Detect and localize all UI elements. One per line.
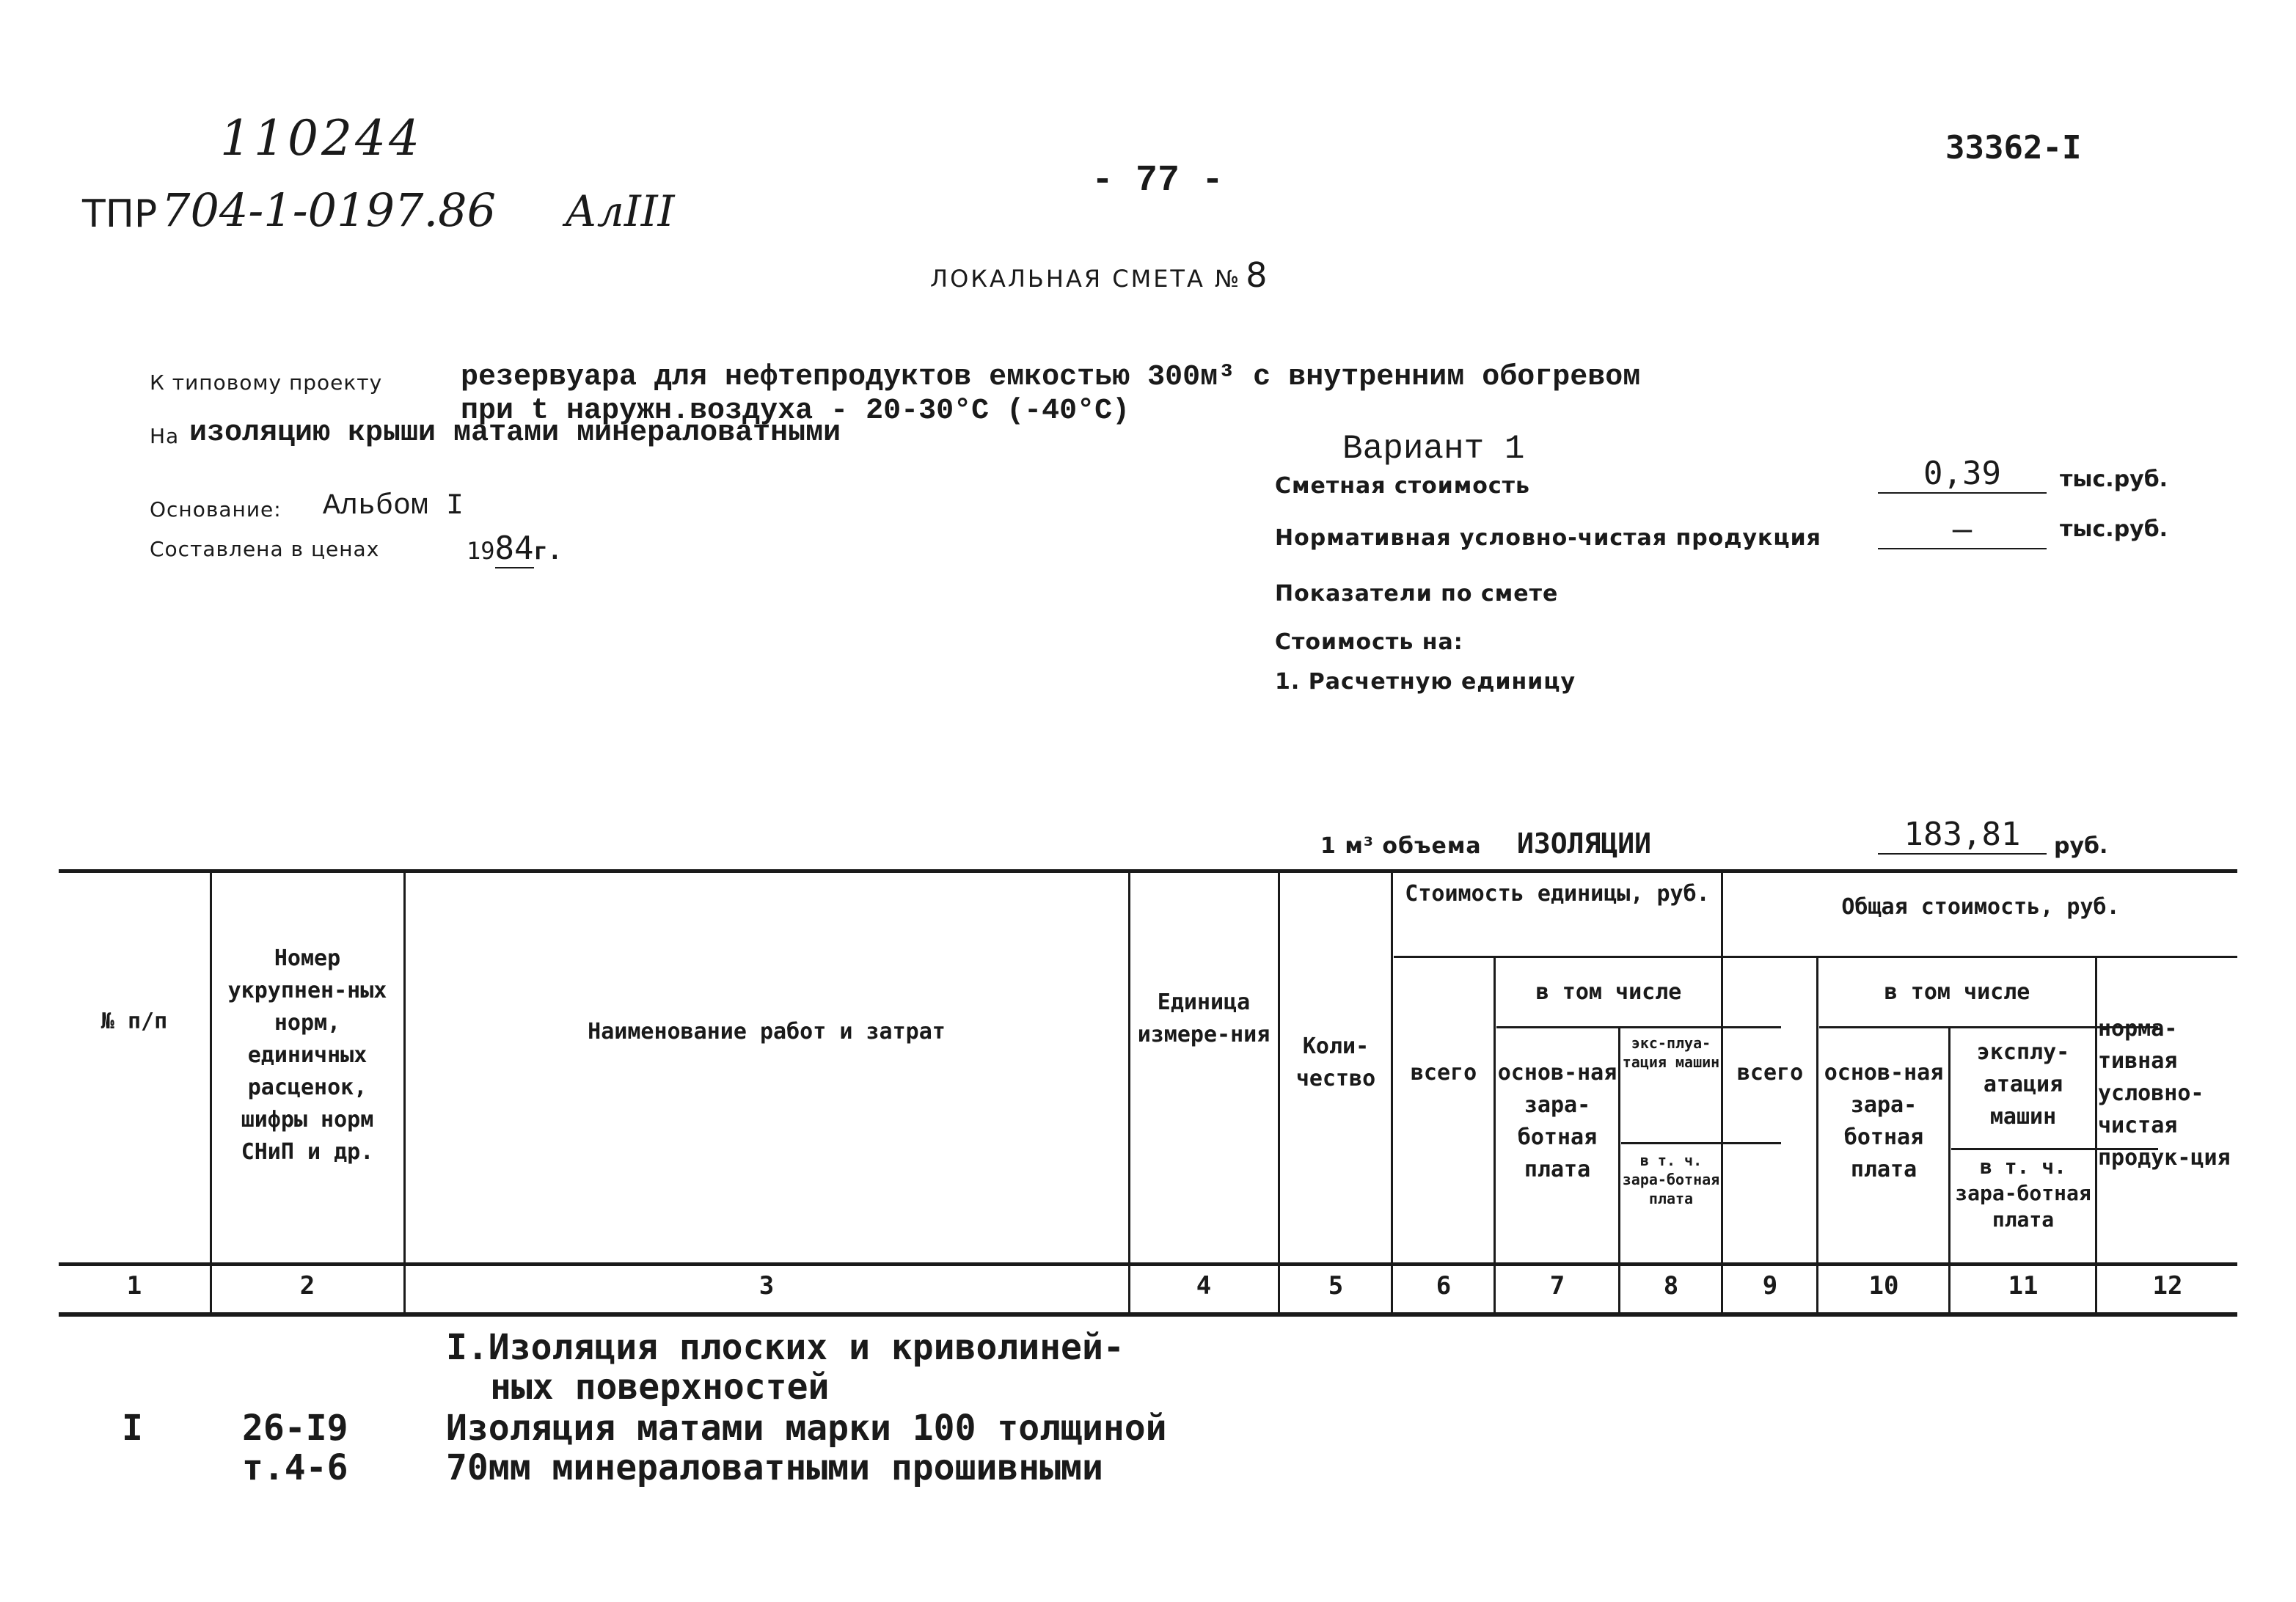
colnum-3: 3	[758, 1271, 775, 1301]
vline-11	[2095, 956, 2097, 1317]
indicators-label: Показатели по смете	[1275, 581, 1559, 607]
vline-9	[1816, 956, 1818, 1317]
header-machine-2-wage: в т. ч. зара-ботная плата	[1955, 1155, 2091, 1232]
header-machine-1: экс-плуа-тация машин	[1622, 1034, 1720, 1071]
header-total-cost: Общая стоимость, руб.	[1841, 894, 2120, 920]
prices-label: Составлена в ценах	[150, 537, 380, 561]
vline-7	[1618, 1026, 1620, 1317]
row1-code-line2: т.4-6	[242, 1447, 348, 1488]
row1-text	[446, 1408, 1167, 1488]
header-col5: Коли-чество	[1295, 1034, 1376, 1091]
tpr-number: 704-1-0197.86	[161, 183, 497, 237]
header-incl-1: в том числе	[1535, 979, 1682, 1005]
section-title-line1: I.Изоляция плоских и криволиней-	[446, 1327, 1125, 1368]
vline-5	[1391, 869, 1393, 1317]
document-title	[930, 255, 1268, 295]
prices-year-unit: г.	[533, 537, 563, 565]
header-col1: № п/п	[100, 1009, 168, 1034]
colnum-11: 11	[2008, 1271, 2039, 1301]
basis-value: Альбом I	[323, 490, 464, 523]
tpr-album: АлIII	[565, 186, 675, 236]
tpr-prefix: ТПР	[82, 192, 158, 236]
header-incl-2: в том числе	[1884, 979, 2030, 1005]
table-header-bottom	[59, 1262, 2237, 1266]
project-value-line2: при t наружн.воздуха - 20-30°С (-40°С)	[461, 395, 1130, 428]
basis-label: Основание:	[150, 497, 282, 522]
handwritten-number: 110244	[220, 110, 423, 167]
volume-prefix: 1 м³ объема	[1320, 833, 1482, 859]
row1-text-line1: Изоляция матами марки 100 толщиной	[446, 1408, 1167, 1449]
vline-4	[1278, 869, 1280, 1317]
prices-year-prefix: 19	[467, 537, 495, 565]
vline-6	[1494, 956, 1496, 1317]
header-wage-2: основ-ная зара-ботная плата	[1824, 1060, 1944, 1182]
vline-2	[403, 869, 406, 1317]
page-number: - 77 -	[1092, 160, 1224, 202]
header-unit-cost: Стоимость единицы, руб.	[1405, 881, 1710, 907]
variant-label: Вариант 1	[1342, 430, 1525, 468]
header-col4: Единица измере-ния	[1137, 990, 1271, 1047]
product-unit: тыс.руб.	[2060, 516, 2168, 542]
product-value: –	[1878, 511, 2047, 549]
header-machine-2: эксплу-атация машин	[1976, 1039, 2070, 1130]
cost-label: Сметная стоимость	[1275, 473, 1531, 499]
colnum-4: 4	[1196, 1271, 1212, 1301]
unit-label: 1. Расчетную единицу	[1275, 669, 1576, 695]
document-title-text: ЛОКАЛЬНАЯ СМЕТА №	[930, 265, 1242, 293]
work-value: изоляцию крыши матами минераловатными	[189, 417, 841, 450]
vline-3	[1128, 869, 1130, 1317]
project-label: К типовому проекту	[150, 370, 383, 395]
header-wage-1: основ-ная зара-ботная плата	[1497, 1060, 1617, 1182]
header-col2: Номер укрупнен-ных норм, единичных расценок, шифры норм СНиП и др.	[227, 946, 387, 1165]
colnum-7: 7	[1549, 1271, 1565, 1301]
header-col3: Наименование работ и затрат	[588, 1019, 946, 1045]
work-label: На	[150, 424, 180, 448]
project-value-line1: резервуара для нефтепродуктов емкостью 300м³ с внутренним обогревом	[461, 361, 1641, 394]
prices-year-suffix: 84	[494, 530, 534, 567]
vline-10	[1948, 1026, 1950, 1317]
table-colnum-bottom	[59, 1312, 2237, 1317]
volume-value: 183,81	[1878, 816, 2047, 855]
colnum-10: 10	[1868, 1271, 1899, 1301]
cost-for-label: Стоимость на:	[1275, 629, 1463, 655]
section-title-line2: ных поверхностей	[490, 1367, 830, 1408]
document-code: 33362-I	[1945, 129, 2082, 167]
row1-code	[242, 1408, 348, 1488]
colnum-2: 2	[299, 1271, 315, 1301]
header-total-2: всего	[1736, 1060, 1804, 1086]
colnum-8: 8	[1663, 1271, 1679, 1301]
table-header-divider-4	[1621, 1142, 1781, 1144]
table-top-border	[59, 869, 2237, 873]
row1-number: I	[122, 1408, 143, 1449]
colnum-1: 1	[126, 1271, 142, 1301]
table-header-divider-1	[1394, 956, 2237, 958]
document-title-number: 8	[1246, 255, 1268, 295]
volume-name: ИЗОЛЯЦИИ	[1517, 827, 1652, 860]
cost-value: 0,39	[1878, 455, 2047, 494]
section-title	[446, 1328, 1125, 1407]
product-label: Нормативная условно-чистая продукция	[1275, 525, 1821, 551]
table-header-divider-2	[1496, 1026, 1781, 1028]
header-machine-1-wage: в т. ч. зара-ботная плата	[1622, 1152, 1720, 1207]
cost-unit: тыс.руб.	[2060, 467, 2168, 492]
vline-1	[210, 869, 212, 1317]
estimate-table	[59, 869, 2237, 1320]
colnum-9: 9	[1762, 1271, 1778, 1301]
vline-8	[1721, 869, 1723, 1317]
prices-year	[467, 530, 562, 567]
colnum-5: 5	[1328, 1271, 1344, 1301]
header-col12: норма-тивная условно-чистая продук-ция	[2098, 1016, 2231, 1171]
row1-code-line1: 26-I9	[242, 1408, 348, 1449]
colnum-12: 12	[2152, 1271, 2183, 1301]
volume-unit: руб.	[2054, 833, 2108, 859]
row1-text-line2: 70мм минераловатными прошивными	[446, 1447, 1103, 1488]
colnum-6: 6	[1436, 1271, 1452, 1301]
header-total-1: всего	[1410, 1060, 1477, 1086]
